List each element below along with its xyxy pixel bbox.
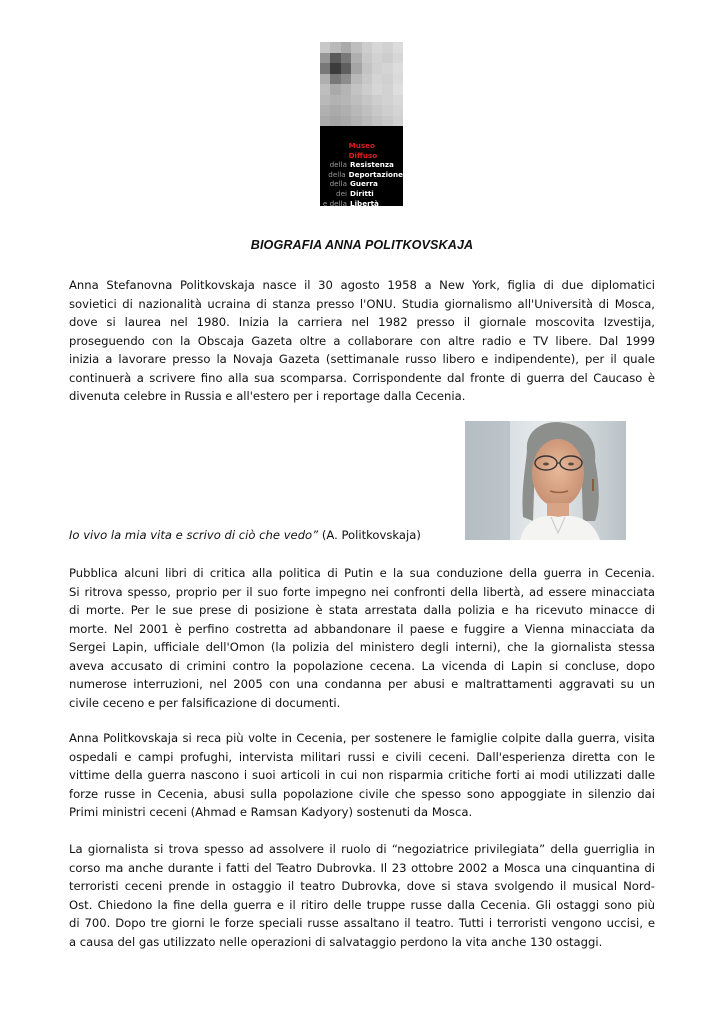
mosaic-cell xyxy=(330,42,340,53)
mosaic-cell xyxy=(382,74,392,85)
mosaic-cell xyxy=(351,95,361,106)
text-line: Primi ministri ceceni (Ahmad e Ramsan Kadyory) sostenuti da Mosca. xyxy=(69,805,473,819)
quote-line xyxy=(69,528,421,542)
text-line: morte. Nel 2001 è perfino costretta ad abbandonare il paese e fuggire a Vienna minacciata da xyxy=(69,621,655,636)
mosaic-cell xyxy=(351,116,361,127)
mosaic-cell xyxy=(382,84,392,95)
mosaic-cell xyxy=(330,84,340,95)
mosaic-cell xyxy=(382,63,392,74)
logo-prefix: della xyxy=(329,160,347,170)
mosaic-cell xyxy=(372,63,382,74)
mosaic-cell xyxy=(351,74,361,85)
mosaic-cell xyxy=(341,63,351,74)
text-line: aveva accusato di crimini contro la popolazione cecena. La vicenda di Lapin si concluse, dopo xyxy=(69,658,655,673)
text-line: continuerà a scrivere fino alla sua scomparsa. Corrispondente dal fronte di guerra del Caucaso è xyxy=(69,370,655,385)
text-line: terroristi ceceni prende in ostaggio il teatro Dubrovka, dove si stava svolgendo il musical Nord- xyxy=(69,879,655,893)
portrait-illustration xyxy=(465,421,626,540)
mosaic-cell xyxy=(351,84,361,95)
text-line: ospedali e campi profughi, intervista militari russi e civili ceceni. Dall'esperienza diretta con le xyxy=(69,749,655,764)
mosaic-cell xyxy=(341,95,351,106)
mosaic-cell xyxy=(351,42,361,53)
mosaic-cell xyxy=(372,74,382,85)
mosaic-cell xyxy=(362,84,372,95)
logo-line xyxy=(320,179,403,189)
mosaic-cell xyxy=(351,53,361,64)
text-line: di morte. Per le sue prese di posizione è stata arrestata dalla polizia e ha ricevuto minacce di xyxy=(69,603,655,617)
mosaic-cell xyxy=(362,74,372,85)
mosaic-cell xyxy=(330,105,340,116)
mosaic-cell xyxy=(372,116,382,127)
logo-word: Deportazione xyxy=(348,169,403,179)
text-line: dove si laurea nel 1980. Inizia la carriera nel 1982 presso il giornale moscovita Izvestija, xyxy=(69,315,655,329)
mosaic-cell xyxy=(372,42,382,53)
text-line: Si ritrova spesso, proprio per il suo forte impegno nei confronti della libertà, ad essere minacciata xyxy=(69,584,655,599)
mosaic-cell xyxy=(372,84,382,95)
text-line: forze russe in Cecenia, abusi sulla popolazione civile che spesso sono appoggiate in silenzio dai xyxy=(69,786,655,801)
mosaic-cell xyxy=(393,53,403,64)
logo-line xyxy=(320,141,403,160)
paragraph-chechnya xyxy=(69,729,655,822)
mosaic-cell xyxy=(320,42,330,53)
mosaic-cell xyxy=(320,74,330,85)
paragraph-critics xyxy=(69,564,655,712)
mosaic-cell xyxy=(393,95,403,106)
mosaic-cell xyxy=(320,53,330,64)
mosaic-cell xyxy=(362,63,372,74)
text-line: Ost. Chiedono la fine della guerra e il ritiro delle truppe russe dalla Cecenia. Gli ostaggi sono più xyxy=(69,897,655,912)
logo-line xyxy=(320,189,403,199)
logo-prefix: e della xyxy=(322,198,347,208)
mosaic-cell xyxy=(320,116,330,127)
mosaic-cell xyxy=(393,74,403,85)
text-line: di 700. Dopo tre giorni le forze speciali russe assaltano il teatro. Tutti i terroristi vengono uccisi, e xyxy=(69,916,655,930)
mosaic-cell xyxy=(341,116,351,127)
text-line: inizia a lavorare presso la Novaja Gazeta (settimanale russo libero e indipendente), per il quale xyxy=(69,352,655,366)
mosaic-cell xyxy=(372,105,382,116)
logo-word: Museo Diffuso xyxy=(348,141,378,160)
mosaic-cell xyxy=(341,53,351,64)
mosaic-cell xyxy=(362,105,372,116)
text-line: numerose interruzioni, nel 2005 con una condanna per abusi e maltrattamenti aggravati su un xyxy=(69,677,655,691)
mosaic-cell xyxy=(372,95,382,106)
logo-word: Guerra xyxy=(350,179,378,189)
mosaic-cell xyxy=(330,53,340,64)
mosaic-cell xyxy=(341,74,351,85)
museum-logo xyxy=(320,42,403,206)
mosaic-cell xyxy=(330,63,340,74)
mosaic-cell xyxy=(393,63,403,74)
logo-word: Libertà xyxy=(350,198,379,208)
mosaic-cell xyxy=(382,116,392,127)
text-line: vittime della guerra nascono i suoi articoli in cui non risparmia critiche forti ai modi utilizzati dalle xyxy=(69,768,655,782)
logo-word: Resistenza xyxy=(350,160,394,170)
mosaic-cell xyxy=(330,95,340,106)
mosaic-cell xyxy=(382,105,392,116)
mosaic-cell xyxy=(382,42,392,53)
mosaic-cell xyxy=(341,84,351,95)
mosaic-cell xyxy=(320,105,330,116)
mosaic-cell xyxy=(362,53,372,64)
text-line: civile ceceno e per falsificazione di documenti. xyxy=(69,695,341,710)
logo-word: Diritti xyxy=(350,188,374,198)
logo-prefix: della xyxy=(329,179,347,189)
mosaic-cell xyxy=(362,116,372,127)
quote-author: (A. Politkovskaja) xyxy=(321,528,421,542)
mosaic-cell xyxy=(351,63,361,74)
mosaic-cell xyxy=(393,42,403,53)
mosaic-cell xyxy=(320,84,330,95)
mosaic-cell xyxy=(362,42,372,53)
logo-prefix: della xyxy=(328,169,346,179)
mosaic-cell xyxy=(351,105,361,116)
text-line: Anna Politkovskaja si reca più volte in Cecenia, per sostenere le famiglie colpite dalla guerra, visita xyxy=(69,731,655,745)
mosaic-cell xyxy=(320,63,330,74)
mosaic-cell xyxy=(372,53,382,64)
logo-prefix xyxy=(320,141,349,160)
mosaic-cell xyxy=(393,105,403,116)
text-line: proseguendo con la Obscaja Gazeta oltre a collaborare con altre radio e TV libere. Dal 1999 xyxy=(69,333,655,348)
text-line: divenuta celebre in Russia e all'estero per i reportage dalla Cecenia. xyxy=(69,389,466,403)
mosaic-cell xyxy=(393,116,403,127)
logo-prefix: dei xyxy=(336,188,347,198)
text-line: corso ma anche durante i fatti del Teatro Dubrovka. Il 23 ottobre 2002 a Mosca una cinquantina di xyxy=(69,860,655,875)
mosaic-cell xyxy=(341,42,351,53)
logo-text-block xyxy=(320,126,403,206)
paragraph-dubrovka xyxy=(69,840,655,951)
page-title: BIOGRAFIA ANNA POLITKOVSKAJA xyxy=(250,238,474,252)
mosaic-cell xyxy=(382,95,392,106)
mosaic-cell xyxy=(341,105,351,116)
text-line: Anna Stefanovna Politkovskaja nasce il 30 agosto 1958 a New York, figlia di due diplomatici xyxy=(69,278,655,292)
text-line: La giornalista si trova spesso ad assolvere il ruolo di “negoziatrice privilegiata” della guerriglia in xyxy=(69,842,655,856)
quote-text: Io vivo la mia vita e scrivo di ciò che vedo” xyxy=(69,528,319,542)
mosaic-cell xyxy=(393,84,403,95)
mosaic-cell xyxy=(362,95,372,106)
logo-line xyxy=(320,199,403,209)
text-line: Sergei Lapin, ufficiale dell'Omon (la polizia del ministero degli interni), che la giornalista stessa xyxy=(69,640,655,654)
mosaic-cell xyxy=(320,95,330,106)
text-line: sovietici di nazionalità ucraina di stanza presso l'ONU. Studia giornalismo all'Università di Mosca, xyxy=(69,296,655,311)
logo-mosaic-image xyxy=(320,42,403,126)
mosaic-cell xyxy=(330,116,340,127)
mosaic-cell xyxy=(382,53,392,64)
mosaic-cell xyxy=(330,74,340,85)
text-line: Pubblica alcuni libri di critica alla politica di Putin e la sua conduzione della guerra in Cecenia. xyxy=(69,566,655,580)
portrait-photo xyxy=(465,421,626,540)
text-line: a causa del gas utilizzato nelle operazioni di salvataggio perdono la vita anche 130 ostaggi. xyxy=(69,934,603,949)
logo-line xyxy=(320,160,403,170)
logo-line xyxy=(320,170,403,180)
paragraph-intro xyxy=(69,276,655,406)
